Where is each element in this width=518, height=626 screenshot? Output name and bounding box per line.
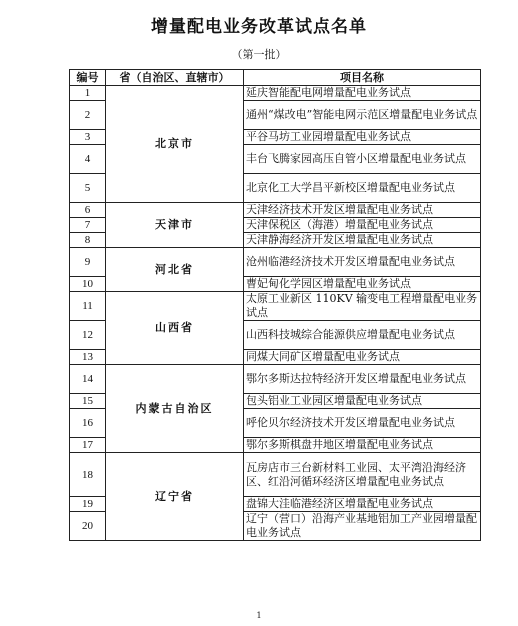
project-name: 天津静海经济开发区增量配电业务试点 — [244, 233, 481, 248]
document-subtitle: （第一批） — [231, 48, 287, 61]
project-name: 太原工业新区 110KV 输变电工程增量配电业务试点 — [244, 292, 481, 321]
row-number: 11 — [70, 292, 106, 321]
project-name: 盘锦大洼临港经济区增量配电业务试点 — [244, 497, 481, 512]
project-name: 同煤大同矿区增量配电业务试点 — [244, 350, 481, 365]
project-name: 延庆智能配电网增量配电业务试点 — [244, 86, 481, 101]
project-name: 天津经济技术开发区增量配电业务试点 — [244, 203, 481, 218]
table-row — [70, 203, 481, 218]
row-number: 3 — [70, 130, 106, 145]
table-row — [70, 292, 481, 321]
row-number: 14 — [70, 365, 106, 394]
row-number: 18 — [70, 453, 106, 497]
project-name: 曹妃甸化学园区增量配电业务试点 — [244, 277, 481, 292]
row-number: 7 — [70, 218, 106, 233]
header-number: 编号 — [70, 70, 106, 86]
row-number: 9 — [70, 248, 106, 277]
table-row — [70, 365, 481, 394]
header-province: 省（自治区、直辖市） — [106, 70, 244, 86]
project-name: 天津保税区（海港）增量配电业务试点 — [244, 218, 481, 233]
row-number: 10 — [70, 277, 106, 292]
row-number: 4 — [70, 145, 106, 174]
row-number: 2 — [70, 101, 106, 130]
row-number: 13 — [70, 350, 106, 365]
row-number: 20 — [70, 512, 106, 541]
project-name: 瓦房店市三台新材料工业园、太平湾沿海经济区、红沿河循环经济区增量配电业务试点 — [244, 453, 481, 497]
row-number: 19 — [70, 497, 106, 512]
project-name: 沧州临港经济技术开发区增量配电业务试点 — [244, 248, 481, 277]
page-number: 1 — [256, 611, 262, 620]
project-name: 丰台飞腾家园高压自管小区增量配电业务试点 — [244, 145, 481, 174]
row-number: 6 — [70, 203, 106, 218]
row-number: 12 — [70, 321, 106, 350]
project-name: 平谷马坊工业园增量配电业务试点 — [244, 130, 481, 145]
project-name: 山西科技城综合能源供应增量配电业务试点 — [244, 321, 481, 350]
project-name: 呼伦贝尔经济技术开发区增量配电业务试点 — [244, 409, 481, 438]
row-number: 15 — [70, 394, 106, 409]
header-project-name: 项目名称 — [244, 70, 481, 86]
project-name: 鄂尔多斯棋盘井地区增量配电业务试点 — [244, 438, 481, 453]
project-name: 包头铝业工业园区增量配电业务试点 — [244, 394, 481, 409]
province-cell: 北京市 — [106, 86, 244, 203]
table-row — [70, 248, 481, 277]
row-number: 5 — [70, 174, 106, 203]
province-cell: 辽宁省 — [106, 453, 244, 541]
row-number: 1 — [70, 86, 106, 101]
pilot-project-table — [69, 69, 481, 541]
province-cell: 河北省 — [106, 248, 244, 292]
row-number: 17 — [70, 438, 106, 453]
document-title: 增量配电业务改革试点名单 — [151, 17, 367, 37]
province-cell: 内蒙古自治区 — [106, 365, 244, 453]
table-header-row — [70, 70, 481, 86]
table-row — [70, 86, 481, 101]
province-cell: 天津市 — [106, 203, 244, 248]
row-number: 8 — [70, 233, 106, 248]
province-cell: 山西省 — [106, 292, 244, 365]
table-row — [70, 453, 481, 497]
project-name: 北京化工大学昌平新校区增量配电业务试点 — [244, 174, 481, 203]
project-name: 鄂尔多斯达拉特经济开发区增量配电业务试点 — [244, 365, 481, 394]
row-number: 16 — [70, 409, 106, 438]
project-name: 辽宁（营口）沿海产业基地铝加工产业园增量配电业务试点 — [244, 512, 481, 541]
project-name: 通州“煤改电”智能电网示范区增量配电业务试点 — [244, 101, 481, 130]
